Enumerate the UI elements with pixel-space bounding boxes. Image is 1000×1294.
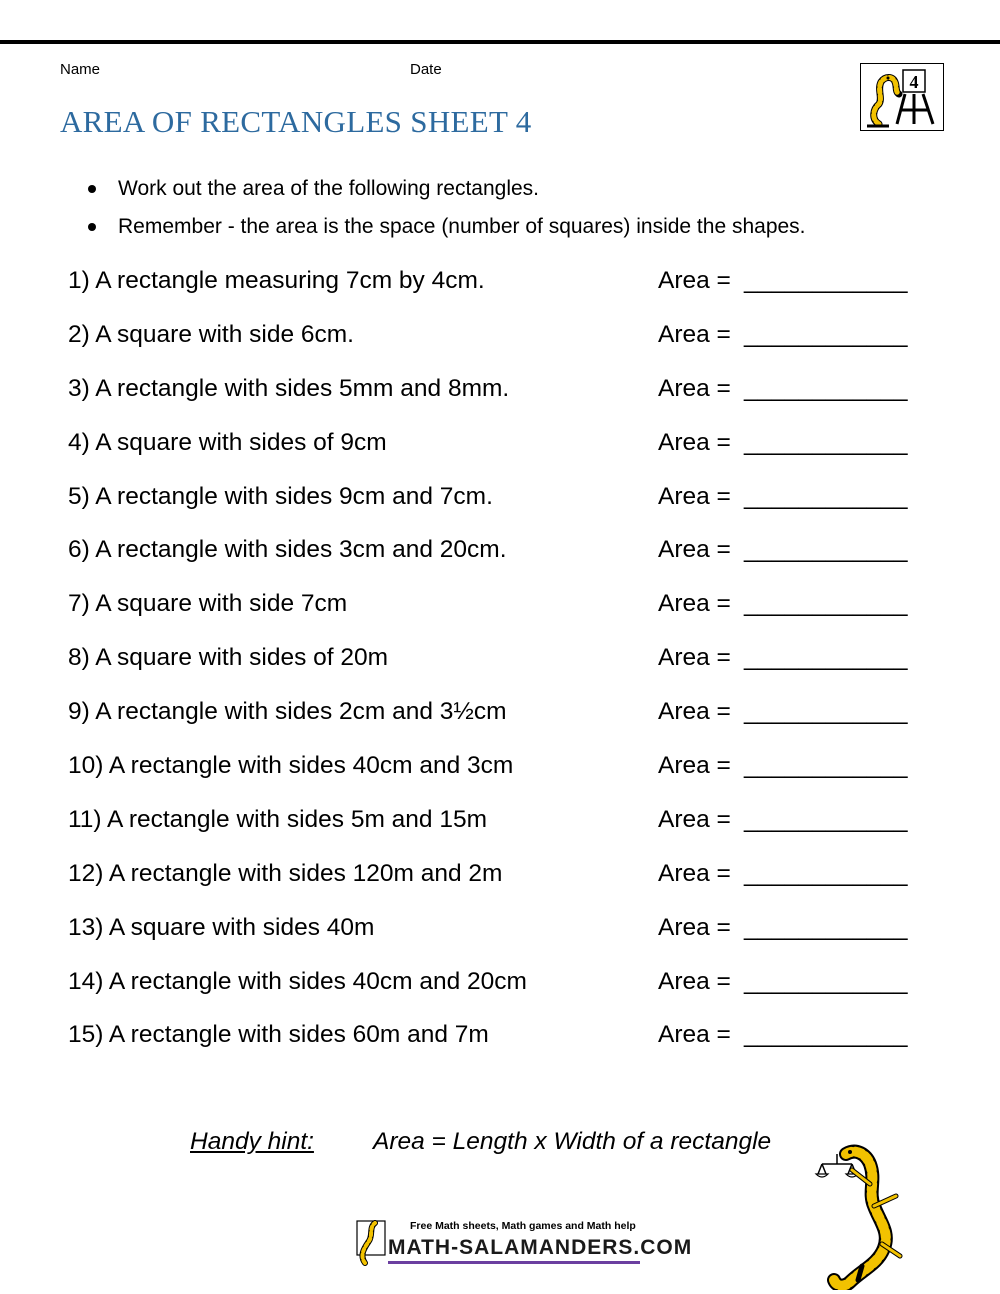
question-row xyxy=(68,308,918,362)
instructions-list xyxy=(88,170,806,246)
question-text: 2) A square with side 6cm. xyxy=(68,320,354,348)
answer-label: Area = xyxy=(658,859,731,887)
answer-blank[interactable]: ____________ xyxy=(744,698,908,726)
answer-blank[interactable]: ____________ xyxy=(744,967,908,995)
question-row xyxy=(68,416,918,470)
instruction-item: Remember - the area is the space (number of squares) inside the shapes. xyxy=(88,208,806,246)
answer-blank[interactable]: ____________ xyxy=(744,1021,908,1049)
question-text: 3) A rectangle with sides 5mm and 8mm. xyxy=(68,374,510,402)
question-row xyxy=(68,577,918,631)
answer-label: Area = xyxy=(658,374,731,402)
question-row xyxy=(68,254,918,308)
answer-label: Area = xyxy=(658,320,731,348)
answer-blank[interactable]: ____________ xyxy=(744,805,908,833)
answer-blank[interactable]: ____________ xyxy=(744,374,908,402)
footer-site-name: MATH-SALAMANDERS.COM xyxy=(388,1236,693,1259)
answer-blank[interactable]: ____________ xyxy=(744,859,908,887)
question-text: 14) A rectangle with sides 40cm and 20cm xyxy=(68,967,527,995)
answer-label: Area = xyxy=(658,482,731,510)
question-text: 9) A rectangle with sides 2cm and 3½cm xyxy=(68,698,507,726)
footer-underline xyxy=(388,1261,640,1264)
question-text: 15) A rectangle with sides 60m and 7m xyxy=(68,1021,489,1049)
question-row xyxy=(68,793,918,847)
answer-label: Area = xyxy=(658,267,731,294)
answer-blank[interactable]: ____________ xyxy=(744,590,908,618)
question-row xyxy=(68,1008,918,1062)
answer-blank[interactable]: ____________ xyxy=(744,428,908,456)
answer-blank[interactable]: ____________ xyxy=(744,267,908,294)
answer-label: Area = xyxy=(658,805,731,833)
answer-label: Area = xyxy=(658,1021,731,1049)
salamander-icon xyxy=(812,1140,912,1290)
question-text: 12) A rectangle with sides 120m and 2m xyxy=(68,859,503,887)
salamander-teacher-icon xyxy=(861,64,943,130)
hint-label: Handy hint: xyxy=(190,1128,314,1155)
question-row xyxy=(68,685,918,739)
question-row xyxy=(68,847,918,901)
question-row xyxy=(68,739,918,793)
footer-tagline: Free Math sheets, Math games and Math help xyxy=(410,1220,636,1232)
answer-label: Area = xyxy=(658,967,731,995)
question-text: 8) A square with sides of 20m xyxy=(68,644,389,672)
name-label: Name xyxy=(60,61,101,78)
instruction-item: Work out the area of the following rectangles. xyxy=(88,170,806,208)
hint-formula: Area = Length x Width of a rectangle xyxy=(373,1128,772,1155)
answer-blank[interactable]: ____________ xyxy=(744,752,908,780)
answer-label: Area = xyxy=(658,536,731,564)
question-row xyxy=(68,631,918,685)
answer-label: Area = xyxy=(658,644,731,672)
question-text: 1) A rectangle measuring 7cm by 4cm. xyxy=(68,267,485,294)
question-row xyxy=(68,523,918,577)
answer-label: Area = xyxy=(658,913,731,941)
question-text: 13) A square with sides 40m xyxy=(68,913,375,941)
answer-label: Area = xyxy=(658,698,731,726)
page-title: AREA OF RECTANGLES SHEET 4 xyxy=(60,104,532,139)
question-list xyxy=(68,254,918,1062)
answer-label: Area = xyxy=(658,590,731,618)
question-row xyxy=(68,955,918,1009)
question-text: 11) A rectangle with sides 5m and 15m xyxy=(68,805,488,833)
answer-label: Area = xyxy=(658,752,731,780)
question-row xyxy=(68,362,918,416)
sheet-logo xyxy=(860,63,944,131)
question-text: 5) A rectangle with sides 9cm and 7cm. xyxy=(68,482,493,510)
question-text: 4) A square with sides of 9cm xyxy=(68,428,387,456)
question-text: 6) A rectangle with sides 3cm and 20cm. xyxy=(68,536,507,564)
question-text: 7) A square with side 7cm xyxy=(68,590,348,618)
question-row xyxy=(68,470,918,524)
answer-blank[interactable]: ____________ xyxy=(744,644,908,672)
sheet-badge-number: 4 xyxy=(909,72,919,92)
question-text: 10) A rectangle with sides 40cm and 3cm xyxy=(68,752,514,780)
answer-blank[interactable]: ____________ xyxy=(744,536,908,564)
answer-label: Area = xyxy=(658,428,731,456)
top-rule xyxy=(0,40,1000,44)
answer-blank[interactable]: ____________ xyxy=(744,482,908,510)
answer-blank[interactable]: ____________ xyxy=(744,320,908,348)
answer-blank[interactable]: ____________ xyxy=(744,913,908,941)
date-label: Date xyxy=(410,61,442,78)
question-row xyxy=(68,901,918,955)
